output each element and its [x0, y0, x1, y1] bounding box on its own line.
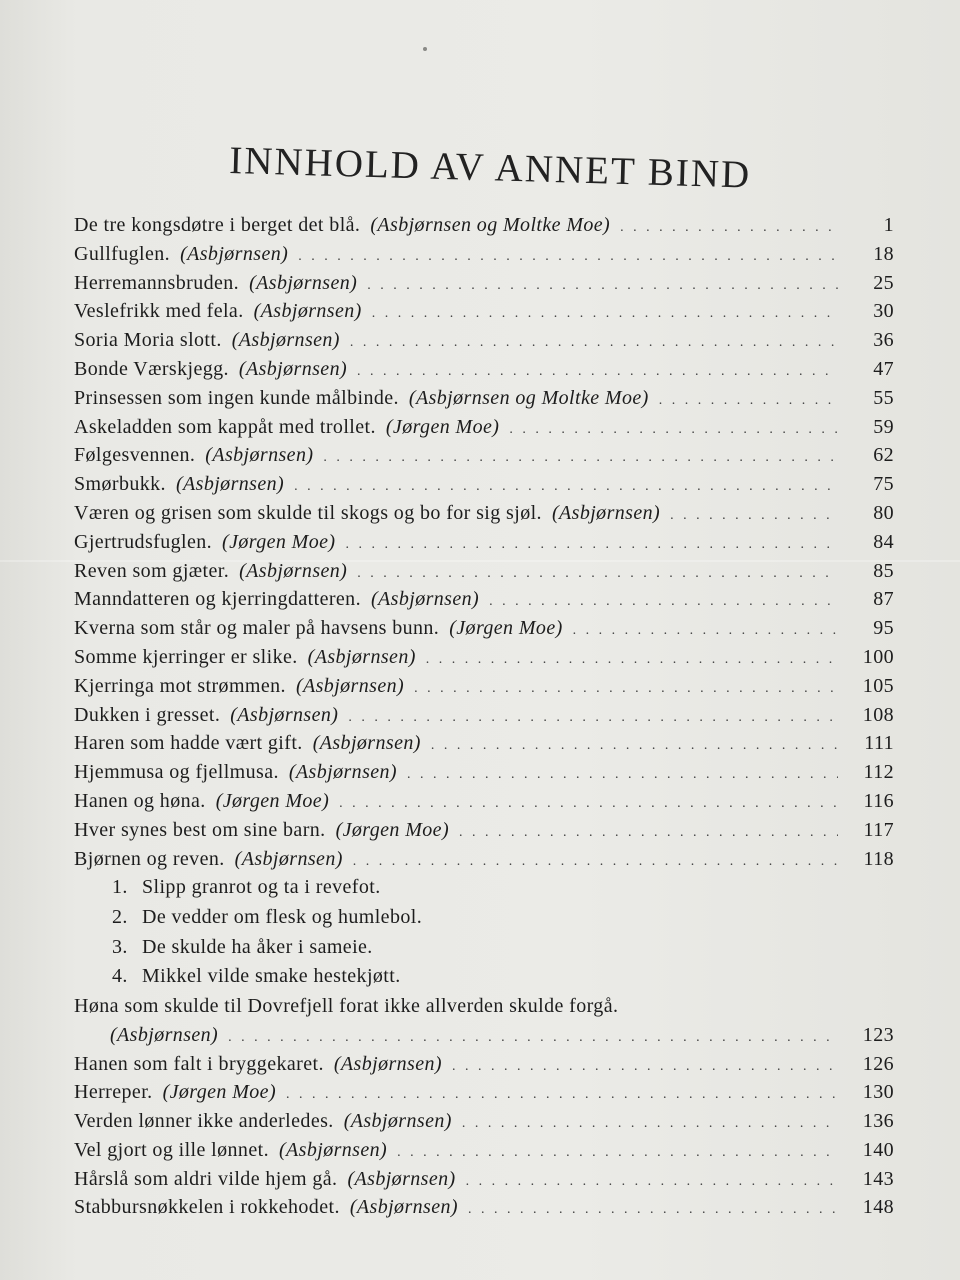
toc-entry-page: 111	[864, 732, 894, 755]
toc-entry-author: (Asbjørnsen)	[295, 674, 405, 697]
toc-entry-title: Haren som hadde vært gift.	[74, 732, 303, 755]
toc-entry-long-continuation	[74, 1024, 894, 1053]
toc-entry	[74, 560, 894, 589]
toc-entry	[74, 1053, 894, 1082]
toc-entry-title: Herreper.	[74, 1081, 153, 1104]
toc-entry-page: 75	[873, 473, 894, 496]
toc-entry	[74, 646, 894, 675]
toc-entry-author: (Jørgen Moe)	[335, 818, 450, 841]
toc-entry-author: (Asbjørnsen og Moltke Moe)	[370, 214, 611, 236]
leader-dots	[348, 710, 838, 726]
toc-entry	[74, 387, 894, 416]
toc-entry-page: 105	[862, 674, 894, 697]
toc-entry	[74, 358, 894, 387]
toc-entry-title: Herremannsbruden.	[74, 271, 240, 294]
toc-entry	[74, 473, 894, 502]
toc-entry-title: Prinsessen som ingen kunde målbinde.	[74, 386, 399, 409]
toc-entry-page: 85	[873, 559, 894, 582]
toc-entry-author: (Asbjørnsen og Moltke Moe)	[408, 386, 649, 409]
toc-entry-page: 112	[863, 761, 894, 784]
toc-entry-author: (Asbjørnsen)	[230, 703, 339, 726]
leader-dots	[357, 364, 838, 380]
toc-entry-page: 136	[862, 1110, 894, 1133]
subentry-number: 1.	[112, 876, 128, 899]
toc-entry-title: Askeladden som kappåt med trollet.	[74, 415, 376, 438]
toc-entry-author: (Asbjørnsen)	[110, 1023, 219, 1046]
toc-entry	[74, 675, 894, 704]
toc-entry-author: (Asbjørnsen)	[175, 473, 285, 496]
toc-entry	[74, 416, 894, 445]
toc-entry-title: Dukken i gresset.	[74, 703, 221, 726]
leader-dots	[357, 566, 838, 582]
toc-entry-title: Følgesvennen.	[74, 444, 196, 467]
toc-subentry	[74, 965, 894, 995]
leader-dots	[468, 1202, 838, 1218]
toc-subentry	[74, 906, 894, 936]
leader-dots	[670, 508, 838, 524]
toc-entry	[74, 704, 894, 733]
toc-entry	[74, 272, 894, 301]
leader-dots	[228, 1030, 838, 1046]
leader-dots	[407, 767, 838, 783]
toc-entry-author: (Asbjørnsen)	[253, 300, 362, 323]
leader-dots	[298, 249, 838, 265]
toc-entry-page: 55	[873, 386, 894, 409]
toc-entry	[74, 502, 894, 531]
subentry-title: Mikkel vilde smake hestekjøtt.	[142, 965, 401, 988]
toc-entry-page: 100	[862, 645, 894, 668]
toc-entry	[74, 329, 894, 358]
toc-entry	[74, 848, 894, 877]
page-title: INNHOLD AV ANNET BIND	[228, 138, 752, 197]
toc-entry-author: (Asbjørnsen)	[278, 1138, 388, 1161]
toc-entry-page: 47	[873, 357, 894, 380]
toc-entry-page: 143	[862, 1167, 894, 1190]
toc-entry-author: (Asbjørnsen)	[370, 588, 480, 611]
leader-dots	[367, 278, 838, 294]
toc-entry	[74, 444, 894, 473]
toc-entry	[74, 243, 894, 272]
toc-entry-title: Veslefrikk med fela.	[74, 300, 244, 323]
toc-entry	[74, 732, 894, 761]
toc-entry-author: (Jørgen Moe)	[385, 415, 500, 438]
subentry-number: 4.	[112, 965, 128, 988]
toc-entry-title: Vel gjort og ille lønnet.	[74, 1138, 269, 1161]
subentry-number: 2.	[112, 905, 128, 928]
leader-dots	[372, 306, 838, 322]
toc-entry	[74, 588, 894, 617]
toc-entry-title: De tre kongsdøtre i berget det blå.	[74, 214, 361, 236]
toc-entry	[74, 1168, 894, 1197]
toc-subentry	[74, 936, 894, 966]
toc-entry	[74, 1110, 894, 1139]
toc-entry-author: (Asbjørnsen)	[205, 444, 314, 467]
toc-entry-author: (Asbjørnsen)	[238, 357, 348, 380]
leader-dots	[323, 450, 838, 466]
toc-entry-page: 123	[862, 1023, 894, 1046]
toc-entry-page: 95	[873, 617, 894, 640]
toc-entry-page: 126	[862, 1052, 894, 1075]
toc-entry-title: Manndatteren og kjerringdatteren.	[74, 588, 361, 611]
leader-dots	[489, 594, 838, 610]
paper-fleck	[423, 47, 427, 51]
leader-dots	[452, 1059, 838, 1075]
toc-entry-page: 117	[863, 818, 894, 841]
toc-entry-page: 1	[883, 214, 894, 236]
toc-entry-page: 116	[863, 789, 894, 812]
toc-entry-title: Hanen som falt i bryggekaret.	[74, 1052, 324, 1075]
toc-entry-author: (Asbjørnsen)	[333, 1052, 442, 1075]
toc-entry-long-title: Høna som skulde til Dovrefjell forat ikke allverden skulde forgå.	[74, 994, 619, 1017]
toc-entry-title: Hver synes best om sine barn.	[74, 818, 326, 841]
toc-entry-title: Soria Moria slott.	[74, 329, 222, 352]
toc-entry-author: (Asbjørnsen)	[234, 847, 343, 870]
toc-entry-author: (Asbjørnsen)	[307, 645, 416, 668]
toc-entry-page: 84	[873, 530, 894, 553]
toc-entry-title: Væren og grisen som skulde til skogs og bo for sig sjøl.	[74, 501, 542, 524]
toc-entry-page: 36	[873, 329, 894, 352]
toc-entry-page: 30	[873, 300, 894, 323]
toc-entry-title: Hjemmusa og fjellmusa.	[74, 761, 279, 784]
toc-entry-author: (Asbjørnsen)	[180, 242, 289, 265]
toc-entry-author: (Asbjørnsen)	[551, 501, 661, 524]
leader-dots	[339, 796, 838, 812]
toc-subentries	[74, 876, 894, 994]
toc-entry-page: 130	[862, 1081, 894, 1104]
leader-dots	[397, 1145, 838, 1161]
toc-entry-page: 140	[862, 1138, 894, 1161]
toc-entry-title: Somme kjerringer er slike.	[74, 645, 298, 668]
toc-entry-title: Bonde Værskjegg.	[74, 357, 229, 380]
toc-entry	[74, 1196, 894, 1225]
toc-entry-title: Reven som gjæter.	[74, 559, 230, 582]
leader-dots	[350, 335, 838, 351]
toc-entry-author: (Asbjørnsen)	[347, 1167, 456, 1190]
subentry-number: 3.	[112, 935, 128, 958]
toc-entry-page: 118	[863, 847, 894, 870]
toc-entry	[74, 761, 894, 790]
toc-entry-title: Hårslå som aldri vilde hjem gå.	[74, 1167, 338, 1190]
toc-entry	[74, 790, 894, 819]
toc-entry-author: (Jørgen Moe)	[215, 789, 330, 812]
leader-dots	[466, 1174, 838, 1190]
toc-entry-page: 18	[873, 242, 894, 265]
toc-entry	[74, 819, 894, 848]
toc-entry-author: (Jørgen Moe)	[162, 1081, 277, 1104]
toc-entry-title: Gjertrudsfuglen.	[74, 530, 213, 553]
toc-entry-page: 108	[862, 703, 894, 726]
toc-entry-page: 25	[873, 271, 894, 294]
toc-entry-author: (Asbjørnsen)	[343, 1110, 452, 1133]
leader-dots	[573, 623, 838, 639]
subentry-title: Slipp granrot og ta i revefot.	[142, 876, 381, 899]
leader-dots	[353, 854, 838, 870]
toc-entry-title: Hanen og høna.	[74, 789, 206, 812]
toc-entry	[74, 531, 894, 560]
toc-entry-page: 87	[873, 588, 894, 611]
toc-entry-author: (Jørgen Moe)	[449, 617, 563, 640]
toc-entry-page: 80	[873, 501, 894, 524]
toc-entry-author: (Asbjørnsen)	[231, 329, 340, 352]
toc-entry-author: (Jørgen Moe)	[222, 530, 336, 553]
toc-entry-title: Verden lønner ikke anderledes.	[74, 1110, 334, 1133]
leader-dots	[294, 479, 838, 495]
toc-entry-page: 62	[873, 444, 894, 467]
toc-entry-title: Smørbukk.	[74, 473, 166, 496]
toc-entry	[74, 214, 894, 243]
leader-dots	[431, 738, 838, 754]
leader-dots	[462, 1116, 838, 1132]
toc-entry-title: Stabbursnøkkelen i rokkehodet.	[74, 1196, 340, 1219]
toc-entry-page: 59	[873, 415, 894, 438]
toc-entry-author: (Asbjørnsen)	[312, 732, 421, 755]
toc-entry-title: Kjerringa mot strømmen.	[74, 674, 286, 697]
toc-entry-title: Kverna som står og maler på havsens bunn.	[74, 617, 440, 640]
leader-dots	[426, 652, 838, 668]
toc-entries-group-2	[74, 1053, 894, 1226]
toc-entry-author: (Asbjørnsen)	[288, 761, 397, 784]
leader-dots	[286, 1087, 838, 1103]
toc-entry-author: (Asbjørnsen)	[249, 271, 358, 294]
leader-dots	[345, 537, 838, 553]
leader-dots	[509, 422, 838, 438]
toc-entry-title: Bjørnen og reven.	[74, 847, 225, 870]
toc-entry	[74, 300, 894, 329]
toc-entry-page: 148	[862, 1196, 894, 1219]
toc-entry	[74, 1081, 894, 1110]
toc-entry	[74, 617, 894, 646]
leader-dots	[659, 393, 838, 409]
subentry-title: De skulde ha åker i sameie.	[142, 935, 373, 958]
leader-dots	[414, 681, 838, 697]
subentry-title: De vedder om flesk og humlebol.	[142, 905, 423, 928]
toc-entry-author: (Asbjørnsen)	[349, 1196, 458, 1219]
toc-subentry	[74, 876, 894, 906]
table-of-contents	[74, 214, 894, 1225]
toc-entry-author: (Asbjørnsen)	[239, 559, 348, 582]
toc-entries-group-1	[74, 214, 894, 876]
toc-entry-title: Gullfuglen.	[74, 242, 171, 265]
leader-dots	[459, 825, 838, 841]
toc-entry	[74, 1139, 894, 1168]
leader-dots	[620, 220, 838, 236]
